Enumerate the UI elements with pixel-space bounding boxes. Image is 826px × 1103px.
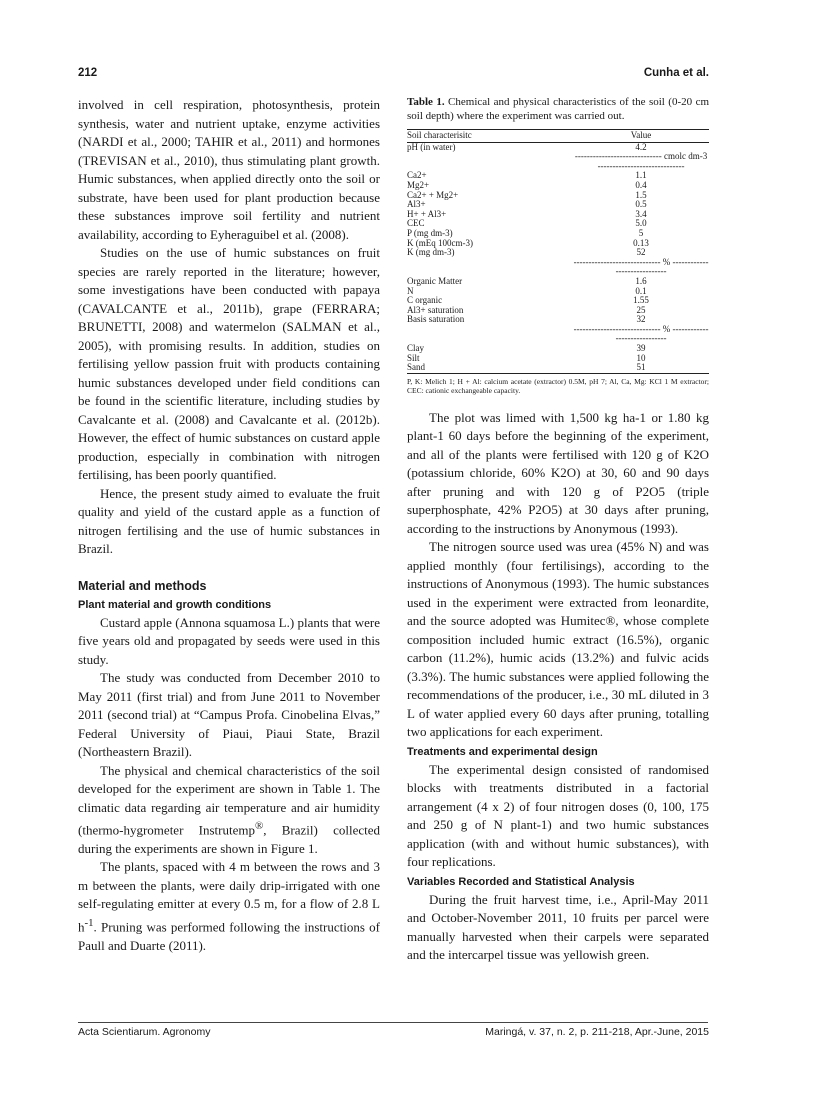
row-value: 0.5 (635, 199, 647, 210)
table-row (407, 344, 709, 354)
left-column (78, 96, 380, 955)
text-run: The plants, spaced with 4 m between the rows and 3 m between the plants, were daily drip-irrigated with one self-regulating emitter at every 0.5 m, for a flow of 2.8 L h (78, 859, 380, 935)
table-row (407, 200, 709, 210)
row-value: ----------------------------- cmolc dm-3 ----------------------------- (574, 151, 708, 171)
column-header-value: Value (573, 130, 709, 143)
paragraph: involved in cell respiration, photosynthesis, protein synthesis, water and nutrient uptake, enzyme activities (NARDI et al., 2000; TAHIR et al., 2011) and hormones (TREVISAN et al., 2010), thus stimulating plant growth. Humic substances, when applied directly onto the soil or substrate, have been used for plant production because these substances improve soil fertility and nutrient availability, according to Eyheraguibel et al. (2008). (78, 97, 380, 242)
subsection-title: Variables Recorded and Statistical Analysis (407, 875, 635, 888)
registered-mark: ® (254, 820, 264, 832)
table-row (407, 354, 709, 364)
row-label: N (407, 285, 414, 296)
table-row (407, 191, 709, 201)
running-head: Cunha et al. (643, 67, 709, 79)
row-label (407, 152, 573, 171)
row-label: Clay (407, 343, 424, 354)
paragraph: The experimental design consisted of randomised blocks with treatments distributed in a factorial arrangement (4 x 2) of four nitrogen doses (0, 100, 175 and 250 g of N plant-1) and two humic substances application (with and without humic substances), with four replications. (407, 761, 709, 870)
footer-divider (78, 1022, 708, 1023)
soil-table (407, 129, 709, 374)
row-label: Basis saturation (407, 314, 465, 325)
row-value: 4.2 (635, 141, 647, 152)
table-row (407, 325, 709, 344)
row-label: P (mg dm-3) (407, 227, 453, 238)
row-value: 3.4 (635, 208, 647, 219)
text-run: The physical and chemical characteristics of the soil developed for the experiment are shown in Table 1. The climatic data regarding air temperature and air humidity (thermo-hygrometer Instrutemp (78, 762, 380, 838)
table-row (407, 277, 709, 287)
row-label: Sand (407, 362, 425, 373)
row-label (407, 258, 573, 277)
row-value: 25 (636, 304, 646, 315)
row-value: ----------------------------- % ----------------------------- (573, 323, 709, 344)
subsection-title: Plant material and growth conditions (78, 598, 272, 611)
table-header-row (407, 130, 709, 143)
row-value: 5 (638, 227, 644, 238)
column-header-characteristic: Soil characterisitc (407, 130, 573, 143)
row-label: Al3+ saturation (407, 304, 464, 315)
row-value: 39 (636, 343, 646, 354)
page-number: 212 (78, 67, 98, 79)
table-row (407, 287, 709, 297)
table-footnote: P, K: Melich 1; H + Al: calcium acetate (extractor) 0.5M, pH 7; Al, Ca, Mg: KCl 1 M extractor; CEC: cationic exchangeable capacity. (407, 376, 709, 395)
text-run: . Pruning was performed following the instructions of Paull and Duarte (2011). (78, 919, 380, 953)
row-label: C organic (407, 295, 443, 306)
row-value: 1.6 (635, 275, 647, 286)
paragraph (78, 762, 380, 859)
section-title: Material and methods (78, 578, 207, 593)
row-value: 1.55 (633, 295, 649, 306)
row-value: 5.0 (635, 218, 647, 229)
row-value: 0.1 (635, 285, 647, 296)
row-label: Al3+ (407, 199, 426, 210)
row-value: 0.13 (633, 237, 649, 248)
paragraph: The study was conducted from December 2010 to May 2011 (first trial) and from June 2011 to November 2011 (second trial) at “Campus Profa. Cinobelina Elvas,” Federal University of Piaui, Piaui State, Brazil (Northeastern Brazil). (78, 670, 380, 759)
paragraph: During the fruit harvest time, i.e., April-May 2011 and October-November 2011, 10 fruits per parcel were manually harvested when their carpels were separated and the intercarpel tissue was yellowish green. (407, 891, 709, 963)
paragraph: The plot was limed with 1,500 kg ha-1 or 1.80 kg plant-1 60 days before the beginning of the experiment, and all of the plants were fertilised with 120 g of K2O (potassium chloride, 60% K2O) at 30, 60 and 90 days after pruning and with 120 g of P2O5 (triple superphosphate, 42% P2O5) at 30 days after pruning, according to the instructions by Anonymous (1993). (407, 409, 709, 536)
paragraph: Custard apple (Annona squamosa L.) plants that were five years old and propagated by seeds were used in this study. (78, 614, 380, 667)
row-value: 1.5 (635, 189, 647, 200)
row-value: 52 (636, 247, 646, 258)
paragraph (78, 858, 380, 955)
table-label: Table 1. (407, 96, 445, 108)
table-caption (407, 96, 709, 123)
row-label: Ca2+ + Mg2+ (407, 189, 459, 200)
footer-journal: Acta Scientiarum. Agronomy (78, 1026, 211, 1038)
row-value: 1.1 (635, 170, 647, 181)
row-label: Organic Matter (407, 275, 463, 286)
superscript: -1 (84, 916, 94, 929)
table-row (407, 152, 709, 171)
row-label: CEC (407, 218, 425, 229)
subsection-title: Treatments and experimental design (407, 745, 598, 758)
table-row (407, 210, 709, 220)
row-label: Silt (407, 352, 420, 363)
right-column (407, 96, 709, 965)
table-row (407, 171, 709, 181)
row-value: 51 (636, 362, 646, 373)
row-value: 32 (636, 314, 646, 325)
table-caption-text: Chemical and physical characteristics of the soil (0-20 cm soil depth) where the experiment was carried out. (407, 96, 710, 122)
row-value: 0.4 (635, 179, 647, 190)
row-label: K (mEq 100cm-3) (407, 237, 473, 248)
table-row (407, 363, 709, 373)
row-label: H+ + Al3+ (407, 208, 447, 219)
row-label (407, 325, 573, 344)
table-body (407, 142, 709, 373)
paragraph: Hence, the present study aimed to evaluate the fruit quality and yield of the custard apple as a function of nitrogen fertilising and the use of humic substances in Brazil. (78, 485, 380, 556)
row-label: Mg2+ (407, 179, 430, 190)
row-value: 10 (636, 352, 646, 363)
table-row (407, 258, 709, 277)
text-run: , Brazil) collected during the experiments are shown in Figure 1. (78, 822, 380, 856)
row-label: Ca2+ (407, 170, 427, 181)
row-label: K (mg dm-3) (407, 247, 455, 258)
paragraph: The nitrogen source used was urea (45% N) and was applied monthly (four fertilisings), according to the instructions of Anonymous (1993). The humic substances used in the experiment were extracted from leonardite, and the source adopted was Humitec®, whose complete composition included humic extract (16.5%), organic carbon (11.2%), humic acids (13.2%) and fulvic acids (3.3%). The humic substances were applied following the recommendations of the producer, i.e., 30 mL diluted in 3 L of water applied every 60 days after pruning, totalling two applications for each experiment. (407, 539, 709, 740)
footer-citation: Maringá, v. 37, n. 2, p. 211-218, Apr.-June, 2015 (485, 1026, 709, 1038)
row-label: pH (in water) (407, 141, 456, 152)
paragraph: Studies on the use of humic substances on fruit species are rarely reported in the literature; however, some investigations have been conducted with papaya (CAVALCANTE et al., 2011b), grape (FERRARA; BRUNETTI, 2008) and watermelon (SALMAN et al., 2005), with promising results. In addition, studies on fertilising yellow passion fruit with products containing humic substances developed under field conditions can be found in the scientific literature, including studies by Cavalcante et al. (2008) and Cavalcante et al. (2012b). However, the effect of humic substances on custard apple production, especially in combination with nitrogen fertilising, has been poorly quantified. (78, 245, 380, 482)
row-value: ----------------------------- % ----------------------------- (573, 256, 709, 277)
